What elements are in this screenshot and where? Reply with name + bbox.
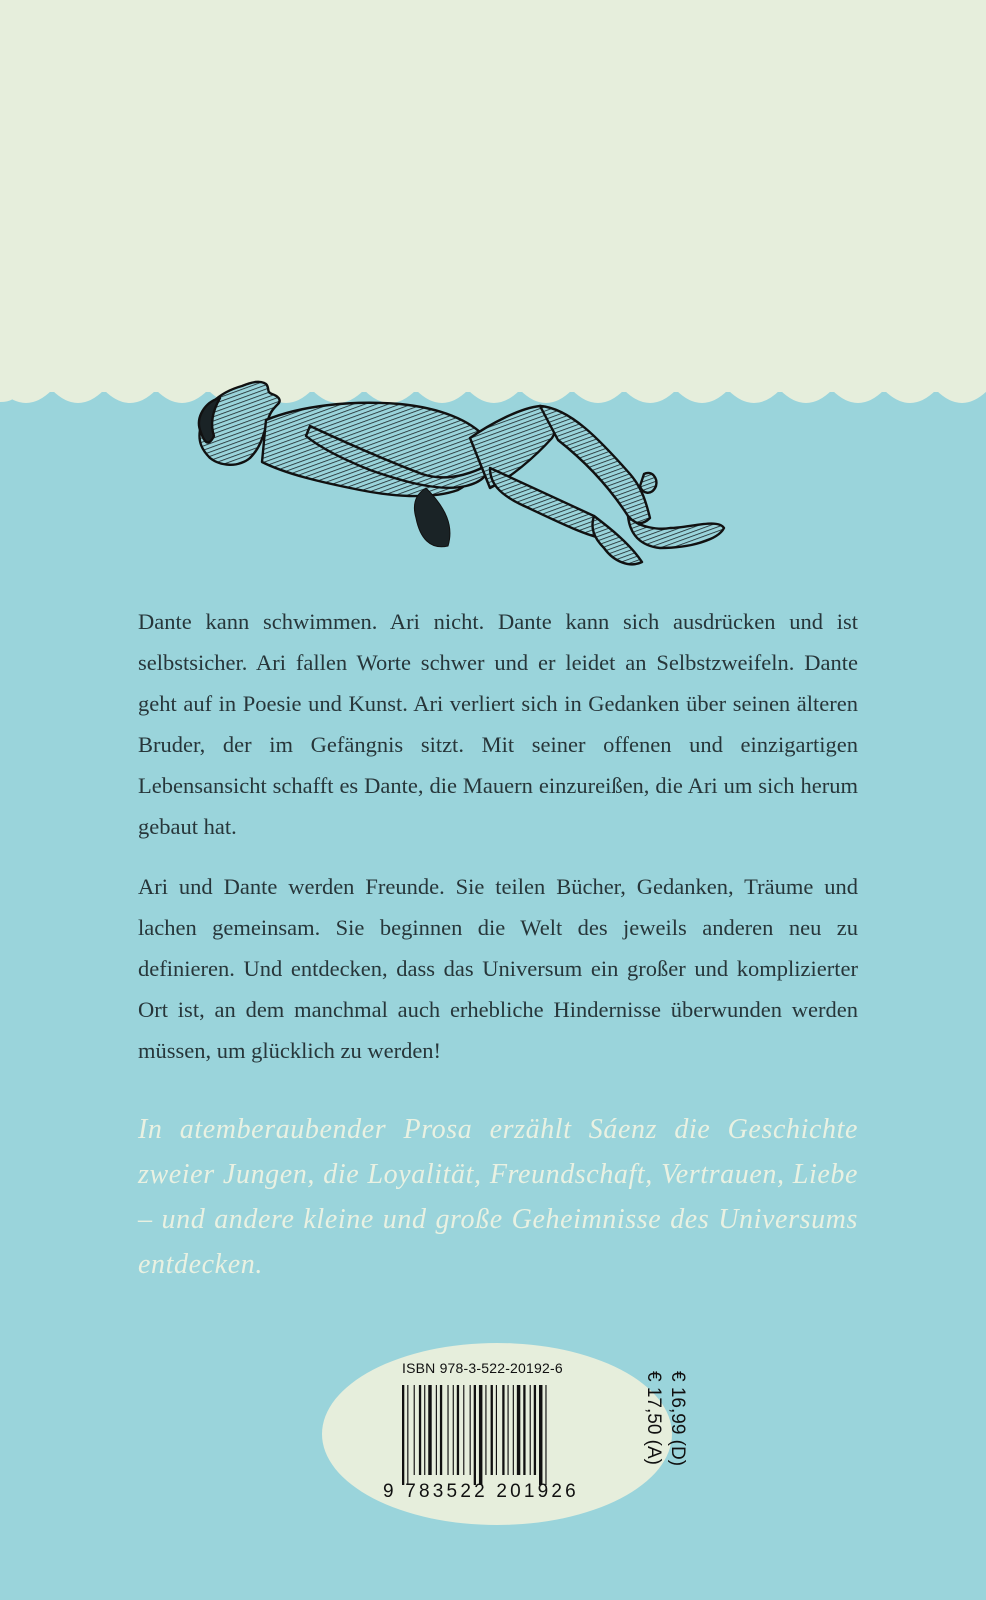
barcode-digits: 9 783522 201926 <box>383 1481 579 1502</box>
price-austria: € 17,50 (A) <box>643 1371 664 1465</box>
swimmer-illustration <box>190 378 740 578</box>
barcode-bar <box>485 1385 486 1475</box>
barcode-bar <box>453 1385 454 1475</box>
barcode-bar <box>470 1385 471 1475</box>
barcode-bar <box>414 1385 415 1475</box>
barcode-bar <box>539 1385 542 1485</box>
sky-background <box>0 0 986 392</box>
barcode-bar <box>447 1385 448 1475</box>
barcode-bar <box>407 1385 408 1485</box>
barcode-bar <box>517 1385 520 1475</box>
barcode-bar <box>502 1385 504 1475</box>
barcode-bar <box>402 1385 404 1485</box>
barcode-bar <box>436 1385 437 1475</box>
barcode-bar <box>424 1385 425 1475</box>
barcode-badge <box>322 1343 688 1525</box>
blurb-paragraph-2: Ari und Dante werden Freunde. Sie teilen Bücher, Gedanken, Träume und lachen gemeinsam. Sie beginnen die Welt des jeweils anderen neu zu definieren. Und entdecken, dass das Universum ein großer und komplizierter Ort ist, an dem manchmal auch erhebliche Hindernisse überwunden werden müssen, um glücklich zu werden! <box>138 874 858 1063</box>
barcode-bars <box>402 1385 578 1485</box>
tagline-quote: In atemberaubender Prosa erzählt Sáenz die Geschichte zweier Jungen, die Loyalität, Freundschaft, Vertrauen, Liebe – und andere kleine und große Geheimnisse des Universums entdecken. <box>138 1114 858 1280</box>
barcode-bar <box>428 1385 431 1475</box>
barcode-bar <box>474 1385 476 1485</box>
barcode-bar <box>530 1385 531 1475</box>
barcode-bar <box>463 1385 464 1475</box>
barcode-bar <box>479 1385 482 1485</box>
barcode-bar <box>457 1385 459 1475</box>
barcode-bar <box>419 1385 421 1475</box>
price-germany: € 16,99 (D) <box>667 1371 688 1467</box>
barcode-bar <box>496 1385 497 1475</box>
barcode-bar <box>508 1385 509 1475</box>
barcode-bar <box>513 1385 514 1475</box>
isbn-label: ISBN 978-3-522-20192-6 <box>402 1360 563 1376</box>
barcode-bar <box>523 1385 525 1475</box>
barcode-bar <box>545 1385 546 1485</box>
blurb-paragraph-1: Dante kann schwimmen. Ari nicht. Dante kann sich ausdrücken und ist selbstsicher. Ari fallen Worte schwer und er leidet an Selbstzweifeln. Dante geht auf in Poesie und Kunst. Ari verliert sich in Gedanken über seinen älteren Bruder, der im Gefängnis sitzt. Mit seiner offenen und einzigartigen Lebensansicht schafft es Dante, die Mauern einzureißen, die Ari um sich herum gebaut hat. <box>138 609 858 839</box>
barcode-bar <box>440 1385 442 1475</box>
barcode-bar <box>534 1385 536 1475</box>
price-block <box>569 1371 689 1491</box>
barcode-bar <box>491 1385 493 1475</box>
